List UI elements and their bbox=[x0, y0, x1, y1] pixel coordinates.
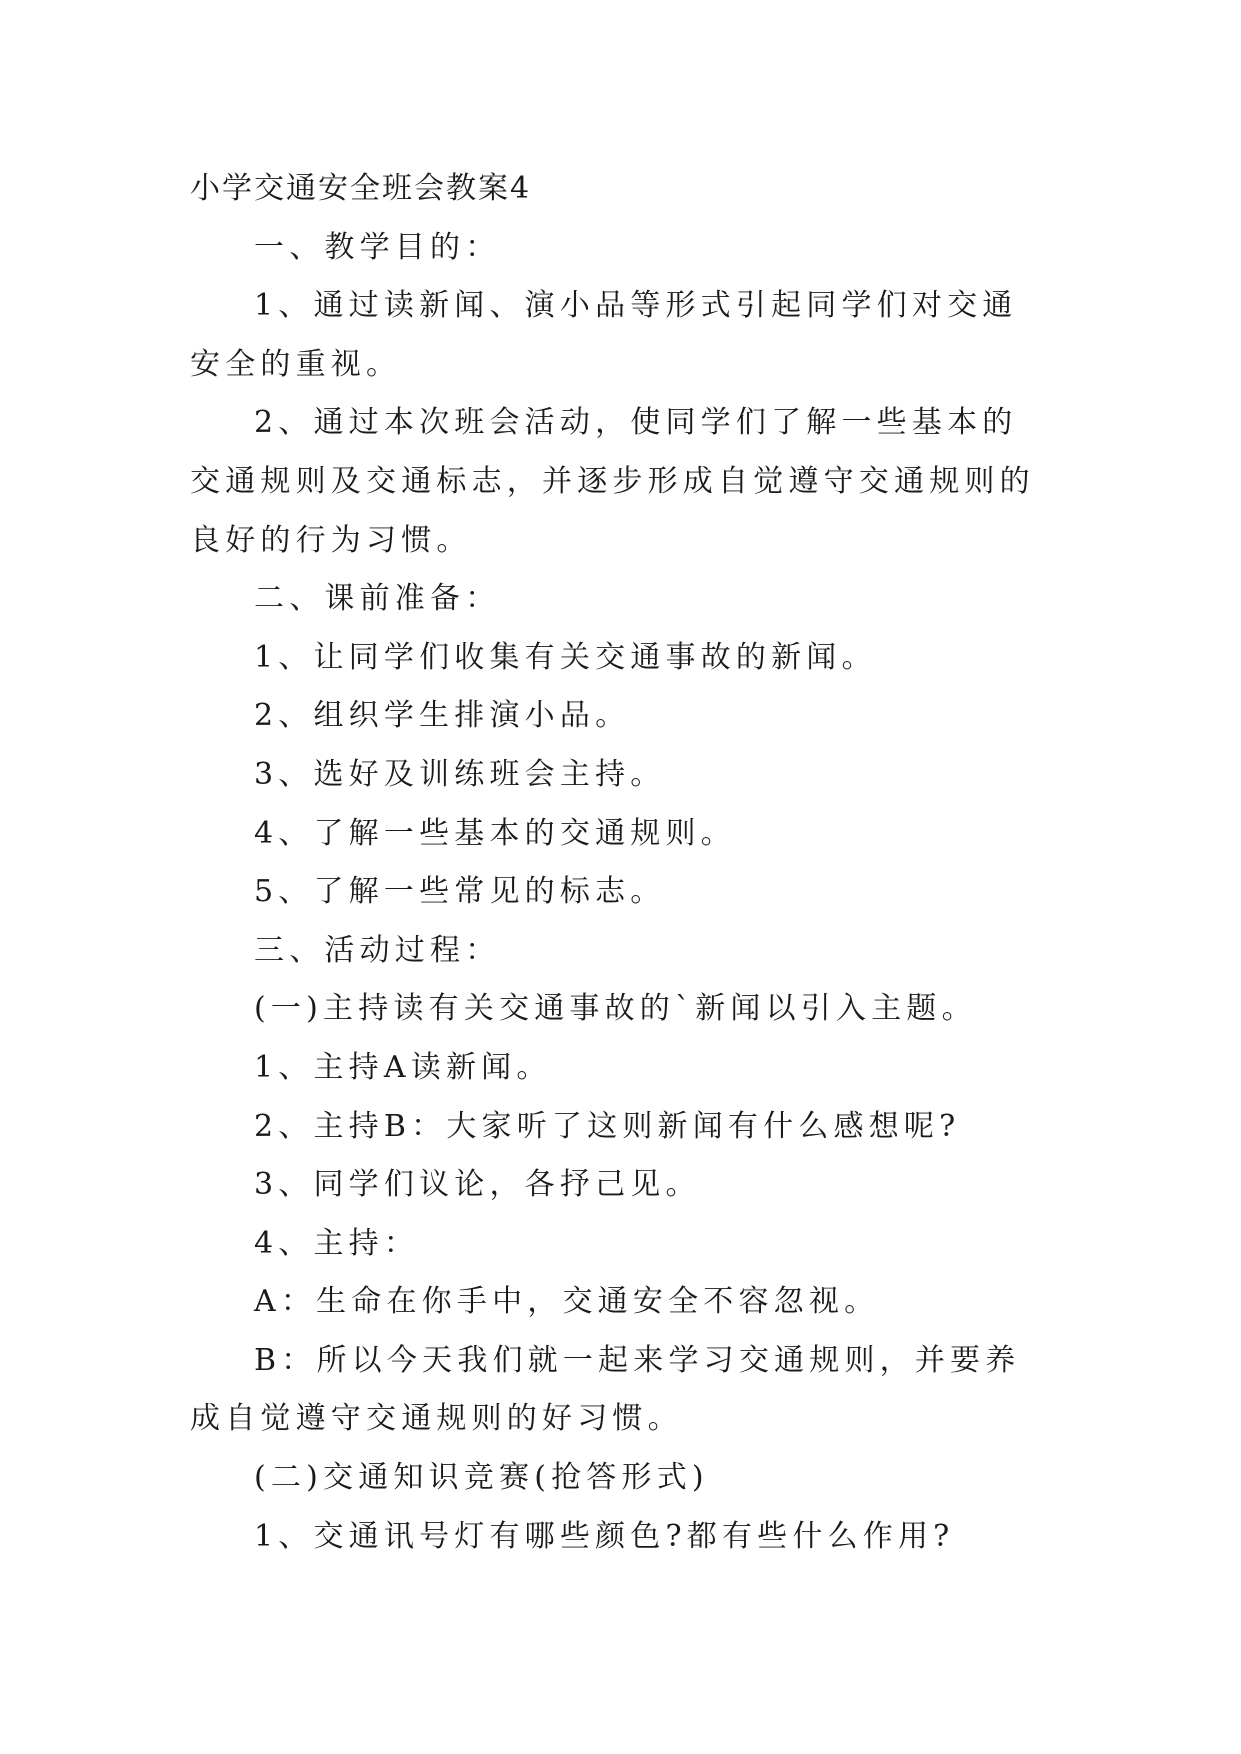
paragraph-quiz-question-1: 1、交通讯号灯有哪些颜色?都有些什么作用? bbox=[254, 1518, 955, 1554]
paragraph-activity-1-step-4: 4、主持： bbox=[254, 1225, 420, 1261]
paragraph-activity-1-step-1: 1、主持A读新闻。 bbox=[254, 1049, 552, 1085]
document-title: 小学交通安全班会教案4 bbox=[190, 171, 532, 206]
paragraph-prep-1: 1、让同学们收集有关交通事故的新闻。 bbox=[254, 639, 877, 675]
paragraph-prep-3: 3、选好及训练班会主持。 bbox=[254, 756, 666, 792]
paragraph-section-2-heading: 二、课前准备： bbox=[254, 581, 501, 617]
paragraph-section-3-heading: 三、活动过程： bbox=[254, 932, 501, 968]
paragraph-prep-5: 5、了解一些常见的标志。 bbox=[254, 874, 666, 910]
paragraph-activity-2-heading: (二)交通知识竞赛(抢答形式) bbox=[254, 1460, 709, 1496]
paragraph-goal-2: 2、通过本次班会活动，使同学们了解一些基本的交通规则及交通标志，并逐步形成自觉遵守交通规则的良好的行为习惯。 bbox=[190, 405, 1035, 558]
paragraph-activity-1-heading: (一)主持读有关交通事故的`新闻以引入主题。 bbox=[254, 991, 977, 1027]
paragraph-prep-2: 2、组织学生排演小品。 bbox=[254, 698, 631, 734]
paragraph-host-a: A：生命在你手中，交通安全不容忽视。 bbox=[254, 1284, 880, 1320]
paragraph-activity-1-step-3: 3、同学们议论，各抒己见。 bbox=[254, 1167, 701, 1203]
paragraph-prep-4: 4、了解一些基本的交通规则。 bbox=[254, 815, 736, 851]
paragraph-activity-1-step-2: 2、主持B：大家听了这则新闻有什么感想呢? bbox=[254, 1108, 961, 1144]
paragraph-section-1-heading: 一、教学目的： bbox=[254, 229, 501, 265]
paragraph-host-b: B：所以今天我们就一起来学习交通规则，并要养成自觉遵守交通规则的好习惯。 bbox=[190, 1342, 1021, 1437]
paragraph-goal-1: 1、通过读新闻、演小品等形式引起同学们对交通安全的重视。 bbox=[190, 288, 1018, 382]
document-page bbox=[190, 160, 1052, 1566]
